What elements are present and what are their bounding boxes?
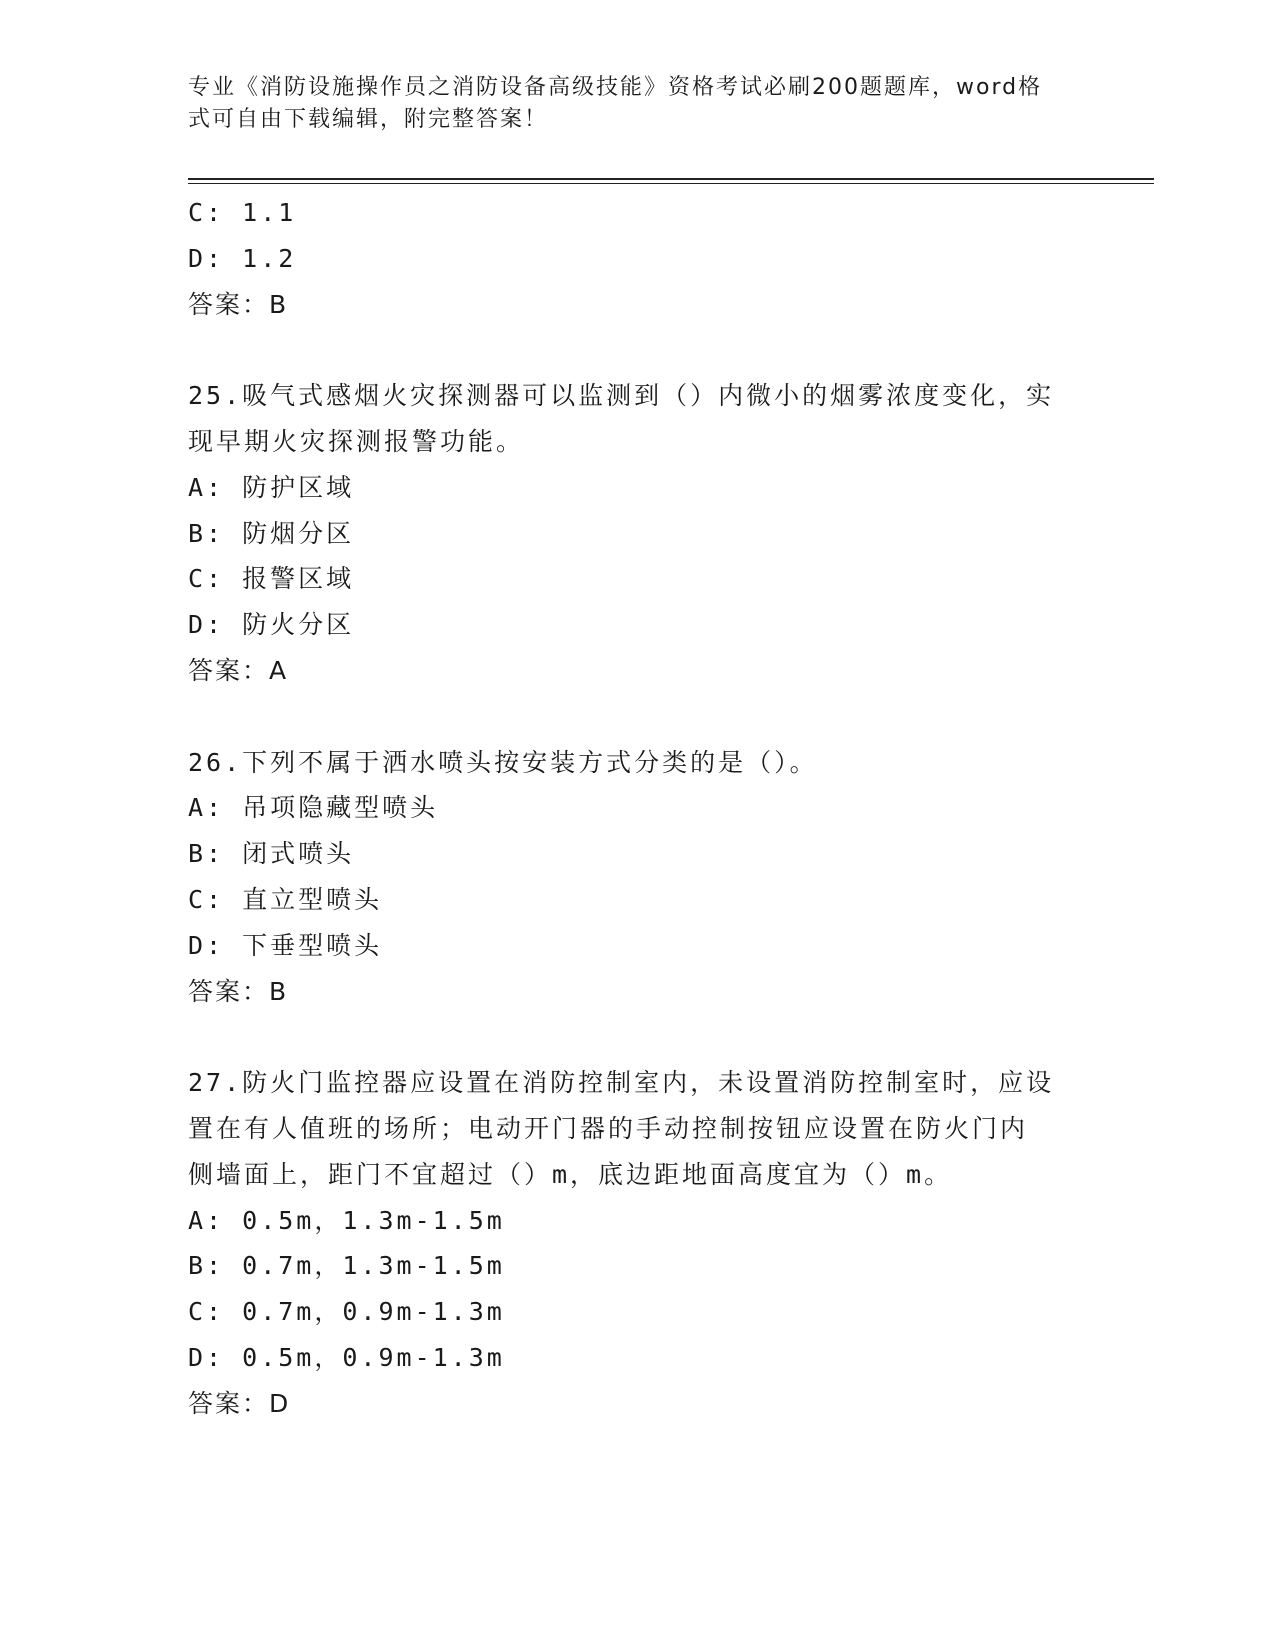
question-27: [188, 1060, 1088, 1426]
answer-line: 答案：B: [188, 289, 289, 319]
option-c: C: 直立型喷头: [188, 884, 383, 914]
option-c: C: 1.1: [188, 198, 297, 227]
answer-line: 答案：D: [188, 1388, 291, 1418]
option-d: D: 0.5m，0.9m-1.3m: [188, 1342, 505, 1372]
question-list: [188, 190, 1088, 1427]
header-line-2: 式可自由下载编辑，附完整答案！: [188, 107, 549, 132]
question-24-tail: [188, 190, 1088, 327]
option-c: C: 0.7m，0.9m-1.3m: [188, 1297, 505, 1327]
question-stem: 27.防火门监控器应设置在消防控制室内，未设置消防控制室时，应设: [188, 1068, 1055, 1098]
answer-line: 答案：A: [188, 655, 289, 685]
spacer: [188, 694, 1088, 740]
spacer: [188, 327, 1088, 373]
option-d: D: 下垂型喷头: [188, 930, 383, 960]
option-b: B: 防烟分区: [188, 518, 355, 548]
question-stem: 侧墙面上，距门不宜超过（）m，底边距地面高度宜为（）m。: [188, 1159, 953, 1189]
header-rule-thick: [188, 178, 1154, 180]
header-line-1: 专业《消防设施操作员之消防设备高级技能》资格考试必刷200题题库，word格: [188, 75, 1043, 100]
spacer: [188, 1014, 1088, 1060]
question-stem: 现早期火灾探测报警功能。: [188, 426, 525, 456]
option-d: D: 防火分区: [188, 610, 355, 640]
question-stem: 置在有人值班的场所；电动开门器的手动控制按钮应设置在防火门内: [188, 1113, 1029, 1143]
option-b: B: 闭式喷头: [188, 839, 355, 869]
option-a: A: 0.5m，1.3m-1.5m: [188, 1205, 505, 1235]
option-d: D: 1.2: [188, 243, 297, 273]
question-26: [188, 740, 1088, 1015]
question-stem: 26.下列不属于洒水喷头按安装方式分类的是（）。: [188, 747, 818, 777]
question-stem: 25.吸气式感烟火灾探测器可以监测到（）内微小的烟雾浓度变化，实: [188, 381, 1055, 411]
option-a: A: 防护区域: [188, 472, 355, 502]
header-rule-thin: [188, 183, 1154, 184]
answer-line: 答案：B: [188, 976, 289, 1006]
option-a: A: 吊项隐藏型喷头: [188, 793, 439, 823]
option-c: C: 报警区域: [188, 564, 355, 594]
document-header: [188, 72, 1068, 136]
option-b: B: 0.7m，1.3m-1.5m: [188, 1251, 505, 1281]
question-25: [188, 373, 1088, 694]
